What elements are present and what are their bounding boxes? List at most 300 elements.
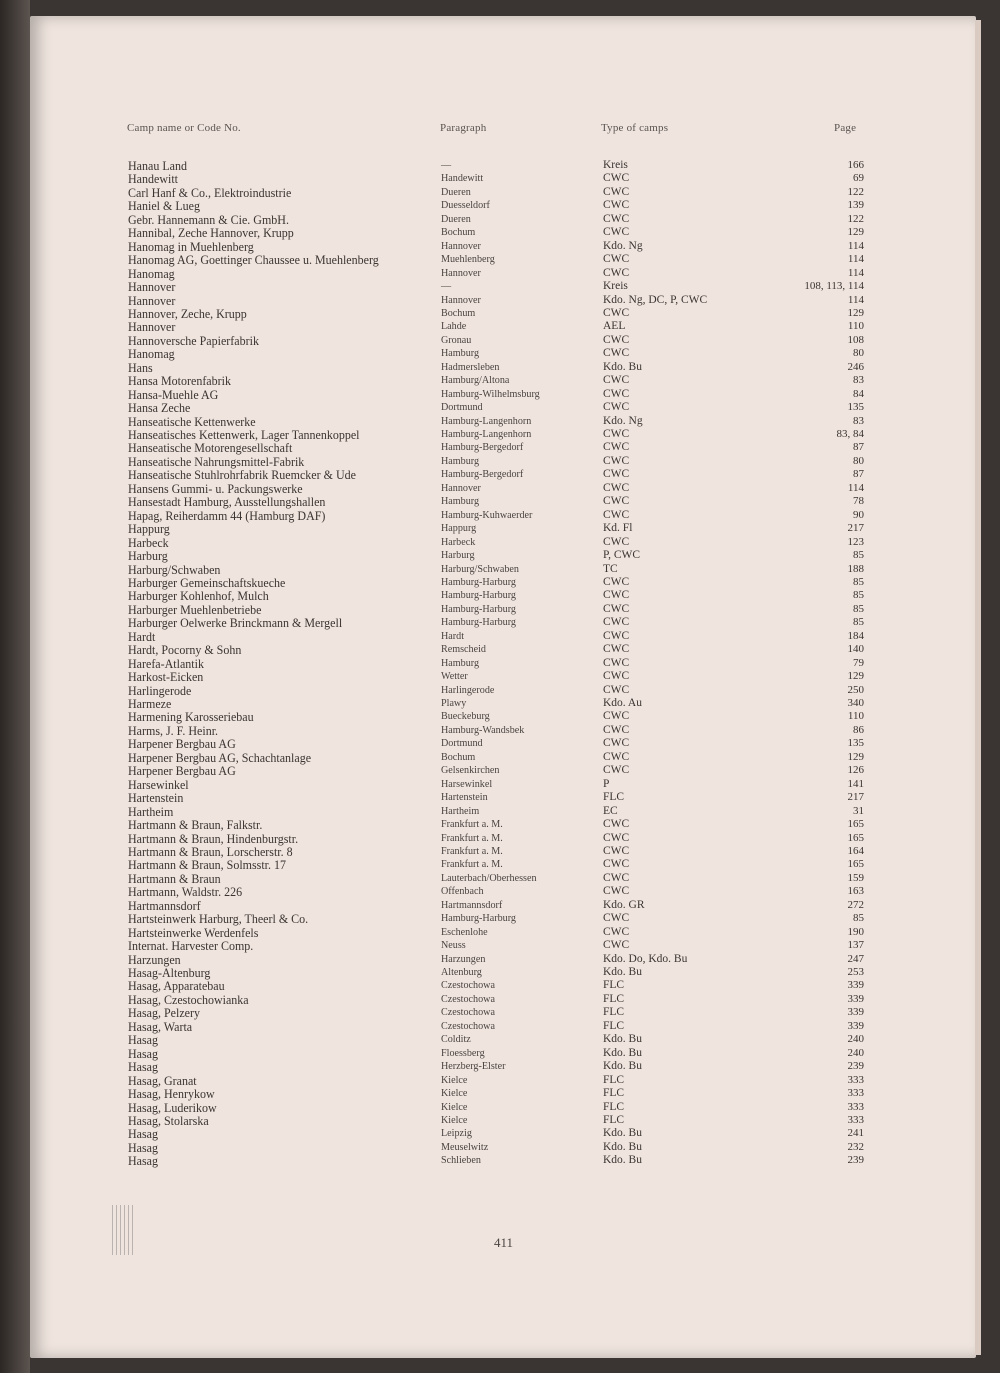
paragraph: Bochum <box>441 306 476 319</box>
paragraph: Hamburg-Bergedorf <box>441 441 524 454</box>
table-row <box>0 805 1000 818</box>
table-row <box>0 1087 1000 1100</box>
camp-type: Kdo. Ng <box>603 414 643 427</box>
page-ref: 333 <box>847 1113 864 1126</box>
table-row <box>0 684 1000 697</box>
camp-name: Hannover <box>128 320 176 335</box>
paragraph: Hamburg <box>441 454 480 467</box>
paragraph: Hamburg/Altona <box>441 374 510 387</box>
page-ref: 135 <box>847 401 864 414</box>
page-ref: 123 <box>847 535 864 548</box>
camp-name: Hasag, Czestochowianka <box>128 992 249 1007</box>
page-ref: 126 <box>847 764 864 777</box>
camp-name: Harpener Bergbau AG, Schachtanlage <box>128 750 312 765</box>
camp-name: Hartmann & Braun <box>128 871 221 886</box>
camp-name: Harbeck <box>128 535 169 550</box>
camp-name: Harms, J. F. Heinr. <box>128 723 219 738</box>
camp-type: P <box>603 777 610 790</box>
camp-type: CWC <box>603 670 630 683</box>
camp-type: Kdo. Ng, DC, P, CWC <box>603 293 708 306</box>
camp-name: Hartsteinwerke Werdenfels <box>128 925 259 940</box>
camp-name: Hansa Motorenfabrik <box>128 374 231 389</box>
table-row <box>0 670 1000 683</box>
camp-name: Hasag-Altenburg <box>128 966 211 980</box>
paragraph: Wetter <box>441 670 468 683</box>
camp-name: Hannibal, Zeche Hannover, Krupp <box>128 226 294 241</box>
table-row <box>0 159 1000 172</box>
paragraph: Hannover <box>441 293 481 306</box>
paragraph: Dueren <box>441 185 471 198</box>
table-row <box>0 388 1000 401</box>
camp-name: Harburger Gemeinschaftskueche <box>128 575 286 590</box>
camp-name: Hannover <box>128 293 176 308</box>
page-ref: 85 <box>853 912 864 925</box>
page-ref: 85 <box>853 575 864 588</box>
page-ref: 110 <box>847 710 864 723</box>
paragraph: Hamburg-Langenhorn <box>441 428 532 440</box>
camp-name: Hanau Land <box>128 159 187 173</box>
camp-type: CWC <box>603 643 630 656</box>
paragraph: Floessberg <box>441 1046 485 1059</box>
camp-name: Hasag <box>128 1127 158 1142</box>
camp-name: Hartmannsdorf <box>128 898 201 913</box>
paragraph: Dortmund <box>441 737 483 750</box>
page-ref: 114 <box>847 253 864 266</box>
page-ref: 114 <box>847 239 864 252</box>
camp-type: FLC <box>603 979 625 992</box>
table-row <box>0 657 1000 670</box>
paragraph: Dortmund <box>441 401 483 414</box>
camp-type: FLC <box>603 1006 625 1019</box>
camp-type: CWC <box>603 858 630 871</box>
camp-name: Hanomag AG, Goettinger Chaussee u. Muehlenberg <box>128 253 379 268</box>
camp-name: Hasag <box>128 1154 158 1169</box>
table-row <box>0 818 1000 831</box>
camp-name: Hartmann & Braun, Lorscherstr. 8 <box>128 844 293 859</box>
camp-type: CWC <box>603 750 630 763</box>
camp-name: Hannover <box>128 280 176 295</box>
paragraph: Meuselwitz <box>441 1140 489 1153</box>
paragraph: Bochum <box>441 750 476 763</box>
camp-type: CWC <box>603 683 630 696</box>
table-row <box>0 441 1000 454</box>
library-stamp-mark <box>112 1205 136 1255</box>
camp-type: CWC <box>603 495 630 508</box>
table-row <box>0 576 1000 589</box>
page-ref: 108 <box>847 333 864 346</box>
camp-type: Kdo. Bu <box>603 360 642 373</box>
page-ref: 129 <box>847 226 864 239</box>
page-ref: 86 <box>853 723 864 736</box>
camp-type: Kdo. Bu <box>603 1046 642 1059</box>
camp-name: Hansa-Muehle AG <box>128 387 219 402</box>
camp-type: CWC <box>603 199 630 212</box>
table-row <box>0 764 1000 777</box>
paragraph: Hamburg-Harburg <box>441 589 516 602</box>
table-row <box>0 226 1000 239</box>
camp-type: Kd. Fl <box>603 522 633 535</box>
table-row <box>0 1101 1000 1114</box>
page-ref: 140 <box>847 643 864 656</box>
camp-name: Gebr. Hannemann & Cie. GmbH. <box>128 212 289 227</box>
camp-type: AEL <box>603 320 626 333</box>
camp-type: FLC <box>603 992 625 1005</box>
paragraph: Hamburg-Kuhwaerder <box>441 508 533 521</box>
camp-type: CWC <box>603 212 630 225</box>
camp-type: CWC <box>603 185 630 198</box>
table-row <box>0 415 1000 428</box>
table-row <box>0 280 1000 293</box>
paragraph: Frankfurt a. M. <box>441 858 503 871</box>
table-row <box>0 1006 1000 1019</box>
table-row <box>0 589 1000 602</box>
page-ref: 90 <box>853 508 864 521</box>
camp-type: FLC <box>603 1087 625 1100</box>
camp-type: CWC <box>603 306 630 319</box>
camp-type: Kdo. Do, Kdo. Bu <box>603 952 688 965</box>
camp-name: Harburg/Schwaben <box>128 562 221 577</box>
table-row <box>0 1060 1000 1073</box>
camp-name: Happurg <box>128 522 170 537</box>
camp-name: Hanseatische Stuhlrohrfabrik Ruemcker & Ude <box>128 468 356 483</box>
table-row <box>0 428 1000 441</box>
camp-name: Harpener Bergbau AG <box>128 737 236 752</box>
camp-type: Kdo. Au <box>603 697 642 709</box>
camp-name: Hannover, Zeche, Krupp <box>128 306 247 321</box>
camp-type: Kdo. Bu <box>603 1060 642 1073</box>
page-ref: 239 <box>847 1060 864 1073</box>
camp-type: FLC <box>603 1113 625 1126</box>
table-row <box>0 697 1000 710</box>
page-ref: 87 <box>853 441 864 454</box>
table-row <box>0 926 1000 939</box>
paragraph: Harburg <box>441 549 475 562</box>
page-ref: 122 <box>847 185 864 198</box>
paragraph: Harburg/Schwaben <box>441 562 519 575</box>
camp-type: FLC <box>603 791 625 804</box>
page-ref: 85 <box>853 549 864 562</box>
page-ref: 69 <box>853 172 864 185</box>
page-ref: 165 <box>847 818 864 831</box>
paragraph: Bueckeburg <box>441 710 490 723</box>
page-ref: 129 <box>847 306 864 319</box>
paragraph: Hamburg-Langenhorn <box>441 414 532 427</box>
camp-name: Harmeze <box>128 697 172 711</box>
table-row <box>0 872 1000 885</box>
paragraph: Frankfurt a. M. <box>441 818 503 831</box>
table-row <box>0 953 1000 966</box>
page-ref: 239 <box>847 1154 864 1167</box>
camp-name: Harburger Kohlenhof, Mulch <box>128 589 269 604</box>
page-ref: 135 <box>847 737 864 750</box>
paragraph: Hartheim <box>441 804 480 817</box>
table-row <box>0 912 1000 925</box>
paragraph: Hartmannsdorf <box>441 898 503 911</box>
paragraph: Hannover <box>441 239 481 252</box>
table-row <box>0 939 1000 952</box>
page-ref: 250 <box>847 683 864 696</box>
table-row <box>0 737 1000 750</box>
camp-name: Hasag, Luderikow <box>128 1100 217 1115</box>
paragraph: Hamburg-Bergedorf <box>441 468 524 481</box>
camp-name: Hans <box>128 360 153 375</box>
camp-type: CWC <box>603 172 630 185</box>
page-ref: 108, 113, 114 <box>804 280 864 293</box>
paragraph: Hamburg-Harburg <box>441 912 516 925</box>
paragraph: Harbeck <box>441 535 476 548</box>
page-ref: 340 <box>847 697 864 709</box>
table-row <box>0 347 1000 360</box>
page-ref: 139 <box>847 199 864 212</box>
paragraph: Plawy <box>441 697 467 709</box>
paragraph: Hamburg-Harburg <box>441 575 516 588</box>
table-row <box>0 710 1000 723</box>
camp-type: CWC <box>603 616 630 629</box>
camp-name: Hanseatische Motorengesellschaft <box>128 441 293 456</box>
camp-name: Hannoversche Papierfabrik <box>128 333 259 348</box>
table-row <box>0 455 1000 468</box>
paragraph: Czestochowa <box>441 1006 495 1019</box>
camp-name: Hardt, Pocorny & Sohn <box>128 643 242 658</box>
camp-name: Hanomag <box>128 266 175 281</box>
camp-type: Kdo. Ng <box>603 239 643 252</box>
paragraph: Hannover <box>441 481 481 494</box>
table-row <box>0 1114 1000 1127</box>
page-ref: 78 <box>853 495 864 508</box>
camp-type: CWC <box>603 871 630 884</box>
paragraph: — <box>441 280 452 293</box>
column-header-type: Type of camps <box>601 122 669 134</box>
camp-type: CWC <box>603 818 630 831</box>
camp-name: Hanseatische Nahrungsmittel-Fabrik <box>128 454 305 469</box>
page-ref: 217 <box>847 522 864 535</box>
page-ref: 166 <box>847 159 864 171</box>
page-ref: 333 <box>847 1087 864 1100</box>
table-row <box>0 724 1000 737</box>
page-ref: 333 <box>847 1073 864 1086</box>
page-ref: 80 <box>853 347 864 360</box>
camp-name: Harburger Muehlenbetriebe <box>128 602 262 617</box>
column-header-name: Camp name or Code No. <box>127 122 241 134</box>
page-ref: 165 <box>847 858 864 871</box>
table-row <box>0 320 1000 333</box>
paragraph: Leipzig <box>441 1127 472 1140</box>
camp-name: Harpener Bergbau AG <box>128 764 236 779</box>
camp-type: CWC <box>603 508 630 521</box>
paragraph: Harzungen <box>441 952 486 965</box>
table-row <box>0 778 1000 791</box>
table-row <box>0 643 1000 656</box>
paragraph: Hamburg-Wandsbek <box>441 723 525 736</box>
paragraph: Handewitt <box>441 172 484 185</box>
page-ref: 122 <box>847 212 864 225</box>
table-row <box>0 468 1000 481</box>
paragraph: Czestochowa <box>441 1019 495 1032</box>
table-row <box>0 401 1000 414</box>
paragraph: Schlieben <box>441 1154 481 1167</box>
paragraph: Harsewinkel <box>441 777 493 790</box>
table-row <box>0 979 1000 992</box>
page-ref: 247 <box>847 952 864 965</box>
camp-type: CWC <box>603 333 630 346</box>
page-ref: 110 <box>847 320 864 333</box>
page-number: 411 <box>494 1235 514 1250</box>
page-ref: 85 <box>853 602 864 615</box>
table-row <box>0 899 1000 912</box>
table-row <box>0 1033 1000 1046</box>
paragraph: — <box>441 159 452 171</box>
camp-type: Kreis <box>603 159 628 171</box>
paragraph: Hamburg-Harburg <box>441 602 516 615</box>
page-ref: 163 <box>847 885 864 898</box>
table-row <box>0 267 1000 280</box>
page-ref: 240 <box>847 1046 864 1059</box>
table-row <box>0 858 1000 871</box>
table-row <box>0 966 1000 979</box>
page-ref: 217 <box>847 791 864 804</box>
camp-type: Kdo. Bu <box>603 1033 642 1046</box>
camp-type: Kdo. Bu <box>603 1154 642 1167</box>
paragraph: Duesseldorf <box>441 199 490 212</box>
camp-name: Hanomag <box>128 347 175 362</box>
camp-name: Hasag <box>128 1033 158 1048</box>
camp-name: Hasag <box>128 1046 158 1061</box>
camp-name: Handewitt <box>128 172 178 187</box>
camp-type: FLC <box>603 1100 625 1113</box>
camp-name: Hanseatische Kettenwerke <box>128 414 256 429</box>
page-ref: 85 <box>853 616 864 629</box>
table-row <box>0 1074 1000 1087</box>
camp-type: CWC <box>603 266 630 279</box>
table-row <box>0 1020 1000 1033</box>
page-ref: 141 <box>847 777 864 790</box>
paragraph: Hadmersleben <box>441 360 500 373</box>
camp-name: Hasag, Warta <box>128 1019 193 1034</box>
table-row <box>0 630 1000 643</box>
paragraph: Kielce <box>441 1113 468 1126</box>
camp-name: Harburger Oelwerke Brinckmann & Mergell <box>128 616 343 631</box>
camp-type: FLC <box>603 1073 625 1086</box>
camp-type: CWC <box>603 401 630 414</box>
paragraph: Kielce <box>441 1073 468 1086</box>
page-ref: 164 <box>847 844 864 857</box>
table-row <box>0 616 1000 629</box>
camp-type: CWC <box>603 710 630 723</box>
camp-name: Hartmann & Braun, Solmsstr. 17 <box>128 858 286 873</box>
paragraph: Muehlenberg <box>441 253 495 266</box>
camp-type: CWC <box>603 387 630 400</box>
table-row <box>0 845 1000 858</box>
paragraph: Hardt <box>441 629 465 642</box>
paragraph: Offenbach <box>441 885 484 898</box>
camp-name: Harlingerode <box>128 683 192 698</box>
camp-name: Harkost-Eicken <box>128 670 204 685</box>
camp-type: TC <box>603 562 618 575</box>
table-row <box>0 361 1000 374</box>
table-row <box>0 1141 1000 1154</box>
paragraph: Hannover <box>441 266 481 279</box>
camp-type: CWC <box>603 602 630 615</box>
camp-type: Kdo. Bu <box>603 1127 642 1140</box>
camp-name: Internat. Harvester Comp. <box>128 939 254 954</box>
camp-type: CWC <box>603 723 630 736</box>
page-ref: 79 <box>853 656 864 669</box>
camp-name: Carl Hanf & Co., Elektroindustrie <box>128 185 292 200</box>
camp-name: Hansestadt Hamburg, Ausstellungshallen <box>128 495 326 510</box>
camp-type: CWC <box>603 885 630 898</box>
page-ref: 87 <box>853 468 864 481</box>
camp-type: Kdo. Bu <box>603 966 642 978</box>
table-row <box>0 549 1000 562</box>
page-ref: 339 <box>847 979 864 992</box>
camp-name: Hanseatisches Kettenwerk, Lager Tannenkoppel <box>128 428 360 442</box>
paragraph: Happurg <box>441 522 477 535</box>
table-row <box>0 294 1000 307</box>
table-row <box>0 186 1000 199</box>
table-row <box>0 885 1000 898</box>
table-row <box>0 536 1000 549</box>
paragraph: Frankfurt a. M. <box>441 844 503 857</box>
table-row <box>0 1047 1000 1060</box>
camp-type: CWC <box>603 374 630 387</box>
camp-name: Haniel & Lueg <box>128 199 200 214</box>
page-ref: 339 <box>847 1019 864 1032</box>
camp-name: Hansens Gummi- u. Packungswerke <box>128 481 303 496</box>
page-ref: 159 <box>847 871 864 884</box>
camp-type: FLC <box>603 1019 625 1032</box>
camp-name: Hasag, Stolarska <box>128 1113 209 1128</box>
page-ref: 184 <box>847 629 864 642</box>
camp-type: CWC <box>603 844 630 857</box>
page-ref: 80 <box>853 454 864 467</box>
page-ref: 129 <box>847 750 864 763</box>
camp-name: Hartmann & Braun, Hindenburgstr. <box>128 831 299 846</box>
page-ref: 83, 84 <box>836 428 864 440</box>
table-row <box>0 199 1000 212</box>
page-ref: 165 <box>847 831 864 844</box>
page-ref: 232 <box>847 1140 864 1153</box>
paragraph: Czestochowa <box>441 992 495 1005</box>
camp-name: Harsewinkel <box>128 777 189 792</box>
table-row <box>0 1154 1000 1167</box>
page-ref: 253 <box>847 966 864 978</box>
table-row <box>0 563 1000 576</box>
camp-type: CWC <box>603 535 630 548</box>
page-ref: 83 <box>853 414 864 427</box>
table-row <box>0 334 1000 347</box>
camp-type: CWC <box>603 939 630 952</box>
paragraph: Frankfurt a. M. <box>441 831 503 844</box>
table-row <box>0 603 1000 616</box>
page-ref: 114 <box>847 293 864 306</box>
camp-name: Hartheim <box>128 804 174 819</box>
camp-name: Hapag, Reiherdamm 44 (Hamburg DAF) <box>128 508 326 523</box>
table-row <box>0 495 1000 508</box>
camp-name: Hasag, Henrykow <box>128 1087 215 1102</box>
camp-type: CWC <box>603 737 630 750</box>
camp-type: CWC <box>603 589 630 602</box>
page-ref: 246 <box>847 360 864 373</box>
paragraph: Bochum <box>441 226 476 239</box>
page-ref: 85 <box>853 589 864 602</box>
camp-name: Harburg <box>128 549 168 564</box>
table-row <box>0 791 1000 804</box>
camp-type: Kdo. Bu <box>603 1140 642 1153</box>
camp-type: CWC <box>603 253 630 266</box>
paragraph: Harlingerode <box>441 683 495 696</box>
paragraph: Eschenlohe <box>441 925 488 938</box>
camp-type: CWC <box>603 764 630 777</box>
